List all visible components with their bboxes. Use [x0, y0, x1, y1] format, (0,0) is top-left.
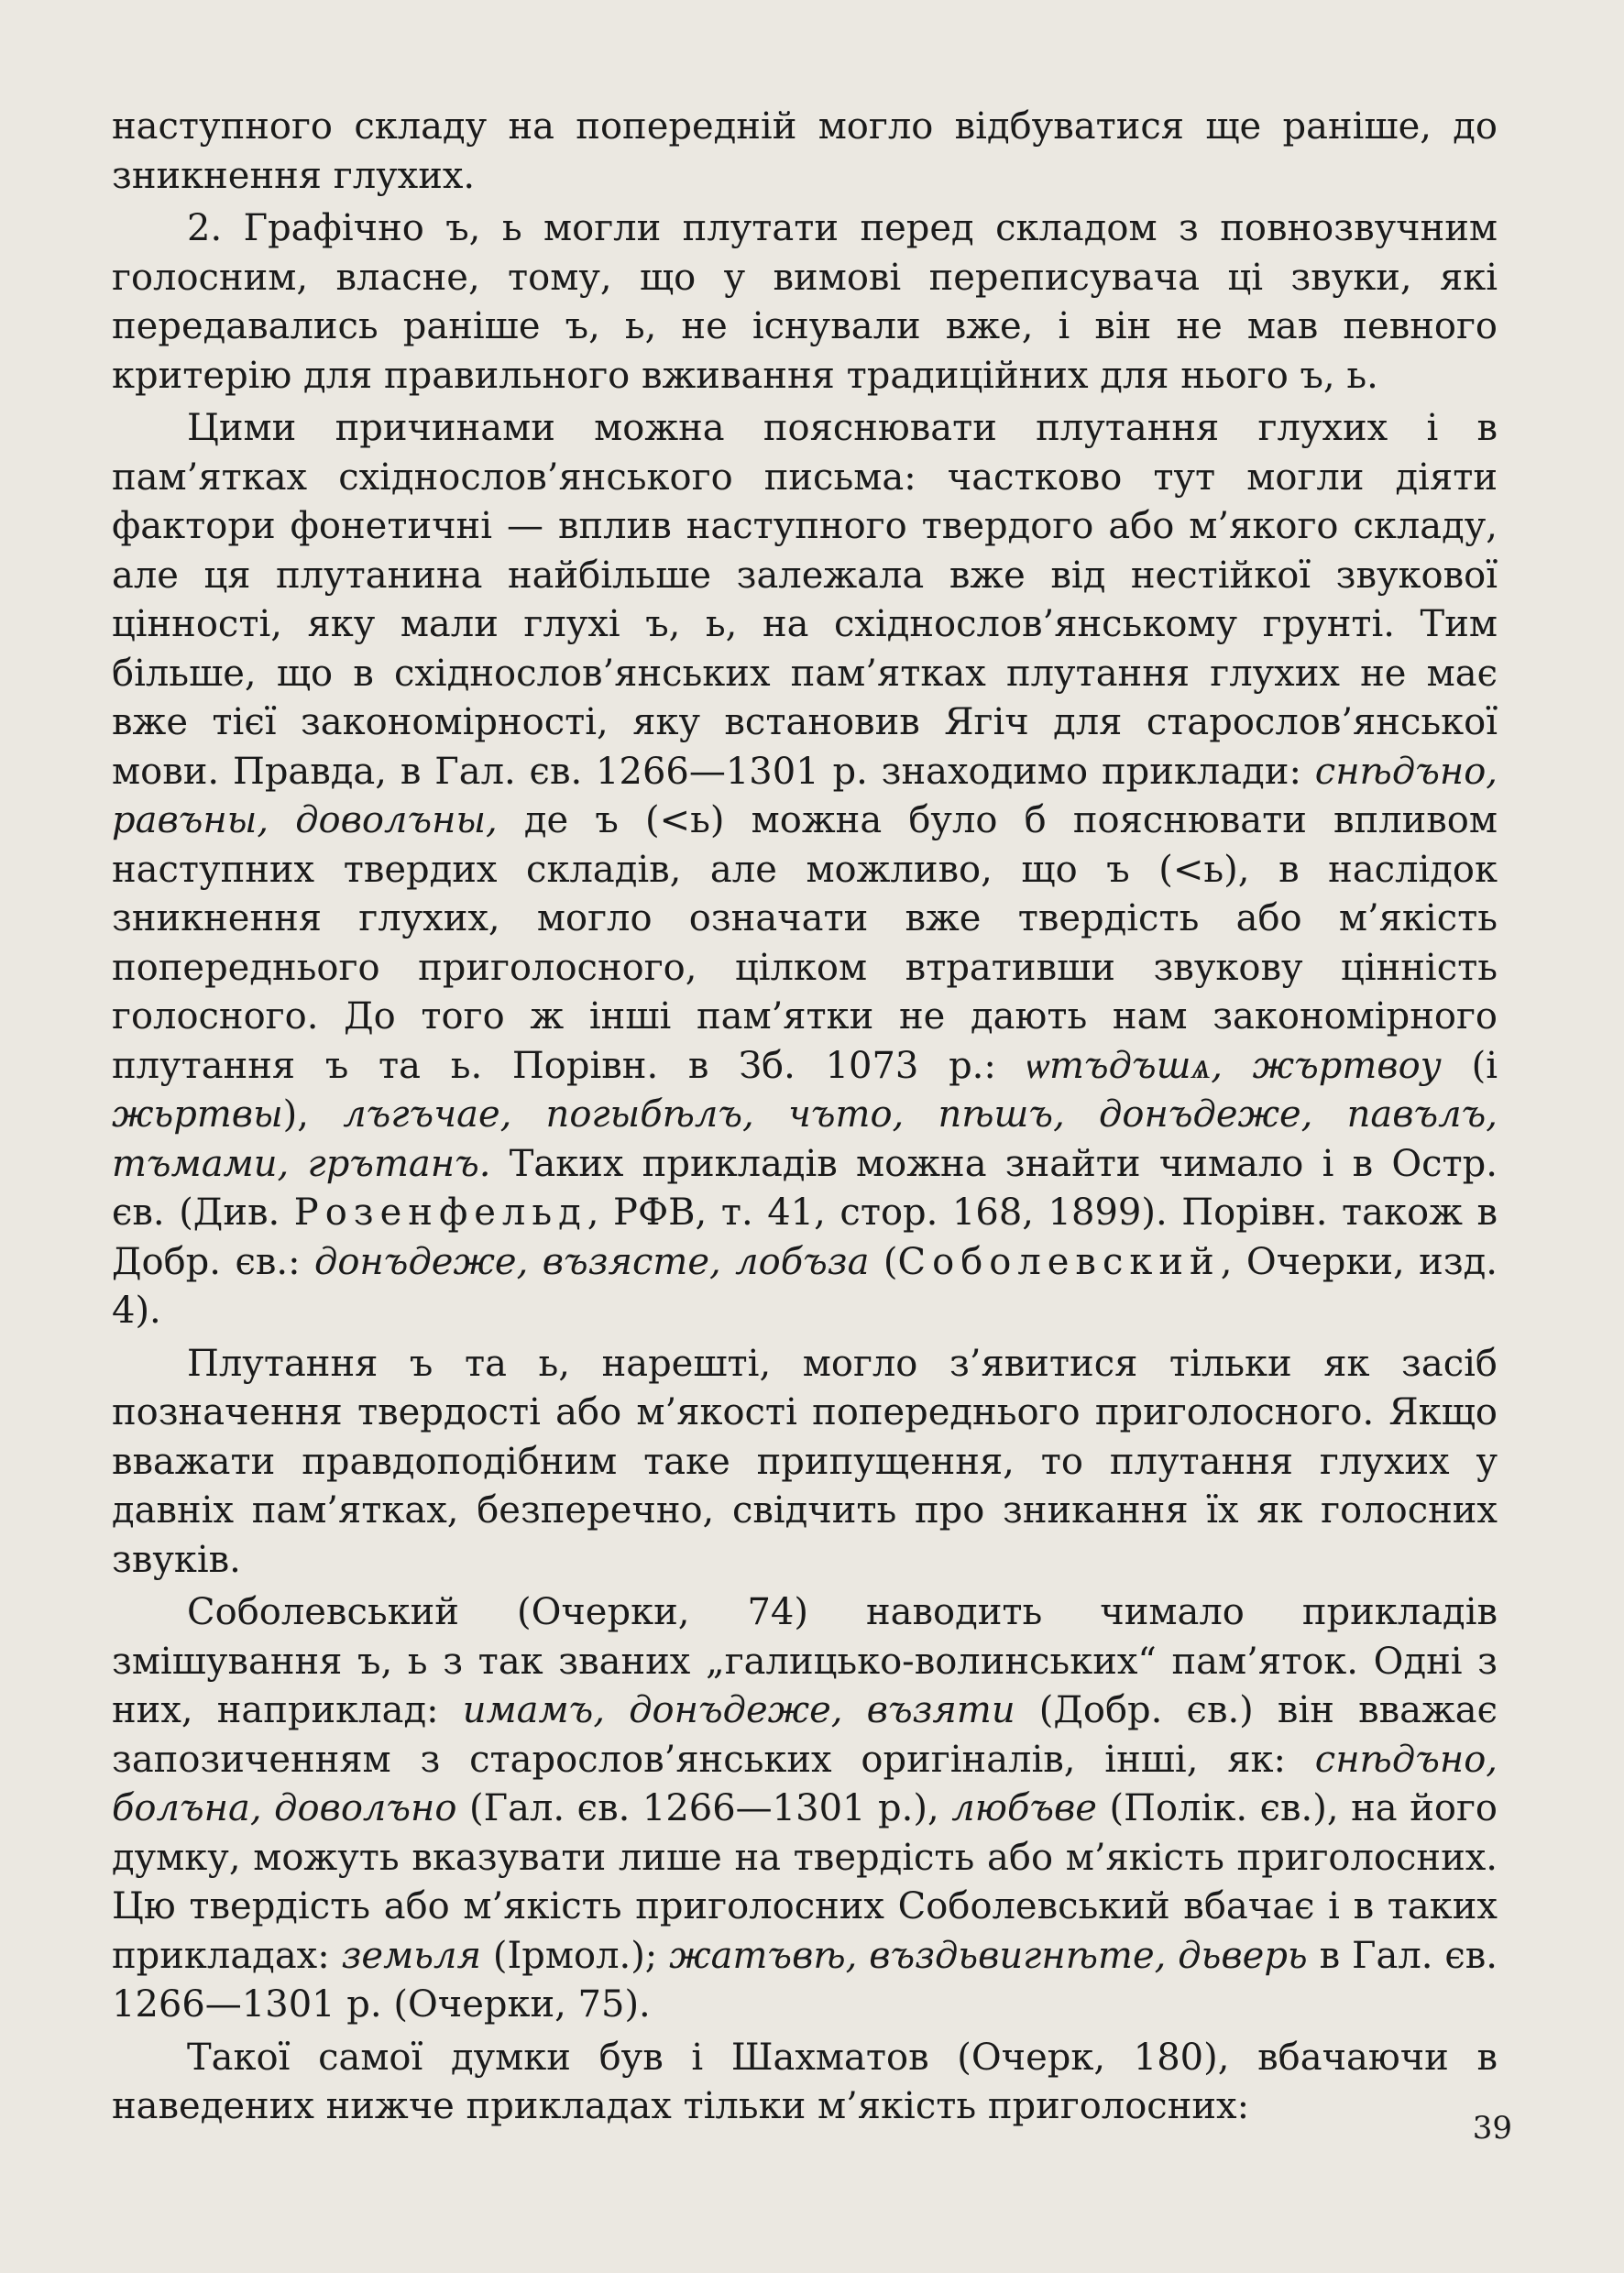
text-run: Таких прикладів можна знайти чимало і в Остр. єв. (Див.: [112, 1142, 1498, 1234]
text-run: (Полік. єв.), на його думку, можуть вказувати лише на твердість або м’якість приголосних. Цю твердість або м’якість приголосних Соболевський вбачає і в таких прикладах:: [112, 1787, 1498, 1977]
italic-example: любъве: [951, 1787, 1097, 1829]
text-run: де ъ (<ь) можна було б пояснювати впливом наступних твердих складів, але можливо, що ъ (<ь), в наслідок зникнення глухих, могло означати вже твердість або м’якість попереднього приголосного, цілком втративши звукову цінність голосного. До того ж інші пам’ятки не дають нам закономірного плутання ъ та ь. Порівн. в Зб. 1073 р.:: [112, 799, 1498, 1087]
text-run: , Очерки, изд. 4).: [112, 1240, 1498, 1332]
spaced-author-name: Соболевский: [897, 1240, 1221, 1283]
italic-example: жатъвѣ, въздьвигнѣте, дьверь: [669, 1934, 1308, 1977]
italic-example: снѣдъно, болъна, доволъно: [112, 1738, 1498, 1829]
italic-example: имамъ, донъдеже, възяти: [462, 1689, 1015, 1731]
text-run: наступного складу на попередній могло відбуватися ще раніше, до зникнення глухих.: [112, 105, 1498, 197]
paragraph: [112, 2034, 1498, 2132]
page-number: 39: [1472, 2110, 1512, 2147]
paragraph: [112, 404, 1498, 1336]
italic-example: лъгъчае, погыбѣлъ, чъто, пѣшъ, донъдеже, павълъ, тъмами, грътанъ.: [112, 1093, 1498, 1185]
body-text: [112, 103, 1498, 2132]
paragraph: [112, 1340, 1498, 1586]
italic-example: донъдеже, възясте, лобъза: [314, 1240, 870, 1283]
paragraph: [112, 1588, 1498, 2030]
italic-example: земьля: [341, 1934, 481, 1977]
text-run: Цими причинами можна пояснювати плутання глухих і в пам’ятках східнослов’янського письма: частково тут могли діяти фактори фонетичні — вплив наступного твердого або м’якого складу, але ця плутанина найбільше залежала вже від нестійкої звукової цінності, яку мали глухі ъ, ь, на східнослов’янському грунті. Тим більше, що в східнослов’янських пам’ятках плутання глухих не має вже тієї закономірності, яку встановив Ягіч для старослов’янської мови. Правда, в Гал. єв. 1266—1301 р. знаходимо приклади:: [112, 407, 1498, 793]
italic-example: ѡтъдъшѧ, жъртвоу: [1026, 1044, 1442, 1087]
text-run: 2. Графічно ъ, ь могли плутати перед складом з повнозвучним голосним, власне, тому, що у вимові переписувача ці звуки, які передавались раніше ъ, ь, не існували вже, і він не мав певного критерію для правильного вживання традиційних для нього ъ, ь.: [112, 207, 1498, 397]
text-run: (Гал. єв. 1266—1301 р.),: [456, 1787, 952, 1829]
text-run: Плутання ъ та ь, нарешті, могло з’явитися тільки як засіб позначення твердості або м’якості попереднього приголосного. Якщо вважати правдоподібним таке припущення, то плутання глухих у давніх пам’ятках, безперечно, свідчить про зникання їх як голосних звуків.: [112, 1342, 1498, 1581]
text-run: (Добр. єв.) він вважає запозиченням з старослов’янських оригіналів, інші, як:: [112, 1689, 1498, 1781]
text-run: (Ірмол.);: [480, 1934, 670, 1977]
text-run: ),: [282, 1093, 344, 1136]
text-run: (і: [1441, 1044, 1498, 1087]
spaced-author-name: Розенфельд: [293, 1191, 587, 1234]
text-run: Такої самої думки був і Шахматов (Очерк, 180), вбачаючи в наведених нижче прикладах тільки м’якість приголосних:: [112, 2036, 1498, 2127]
italic-example: снѣдъно, равъны, доволъны,: [112, 750, 1498, 841]
text-run: , РФВ, т. 41, стор. 168, 1899). Порівн. також в Добр. єв.:: [112, 1191, 1498, 1283]
text-run: (: [869, 1240, 898, 1283]
italic-example: жьртвы: [112, 1093, 283, 1136]
paragraph: [112, 103, 1498, 201]
text-run: Соболевський (Очерки, 74) наводить чимало прикладів змішування ъ, ь з так званих „галицько-волинських“ пам’яток. Одні з них, наприклад:: [112, 1591, 1498, 1731]
text-run: в Гал. єв. 1266—1301 р. (Очерки, 75).: [112, 1934, 1498, 2026]
paragraph: [112, 204, 1498, 401]
